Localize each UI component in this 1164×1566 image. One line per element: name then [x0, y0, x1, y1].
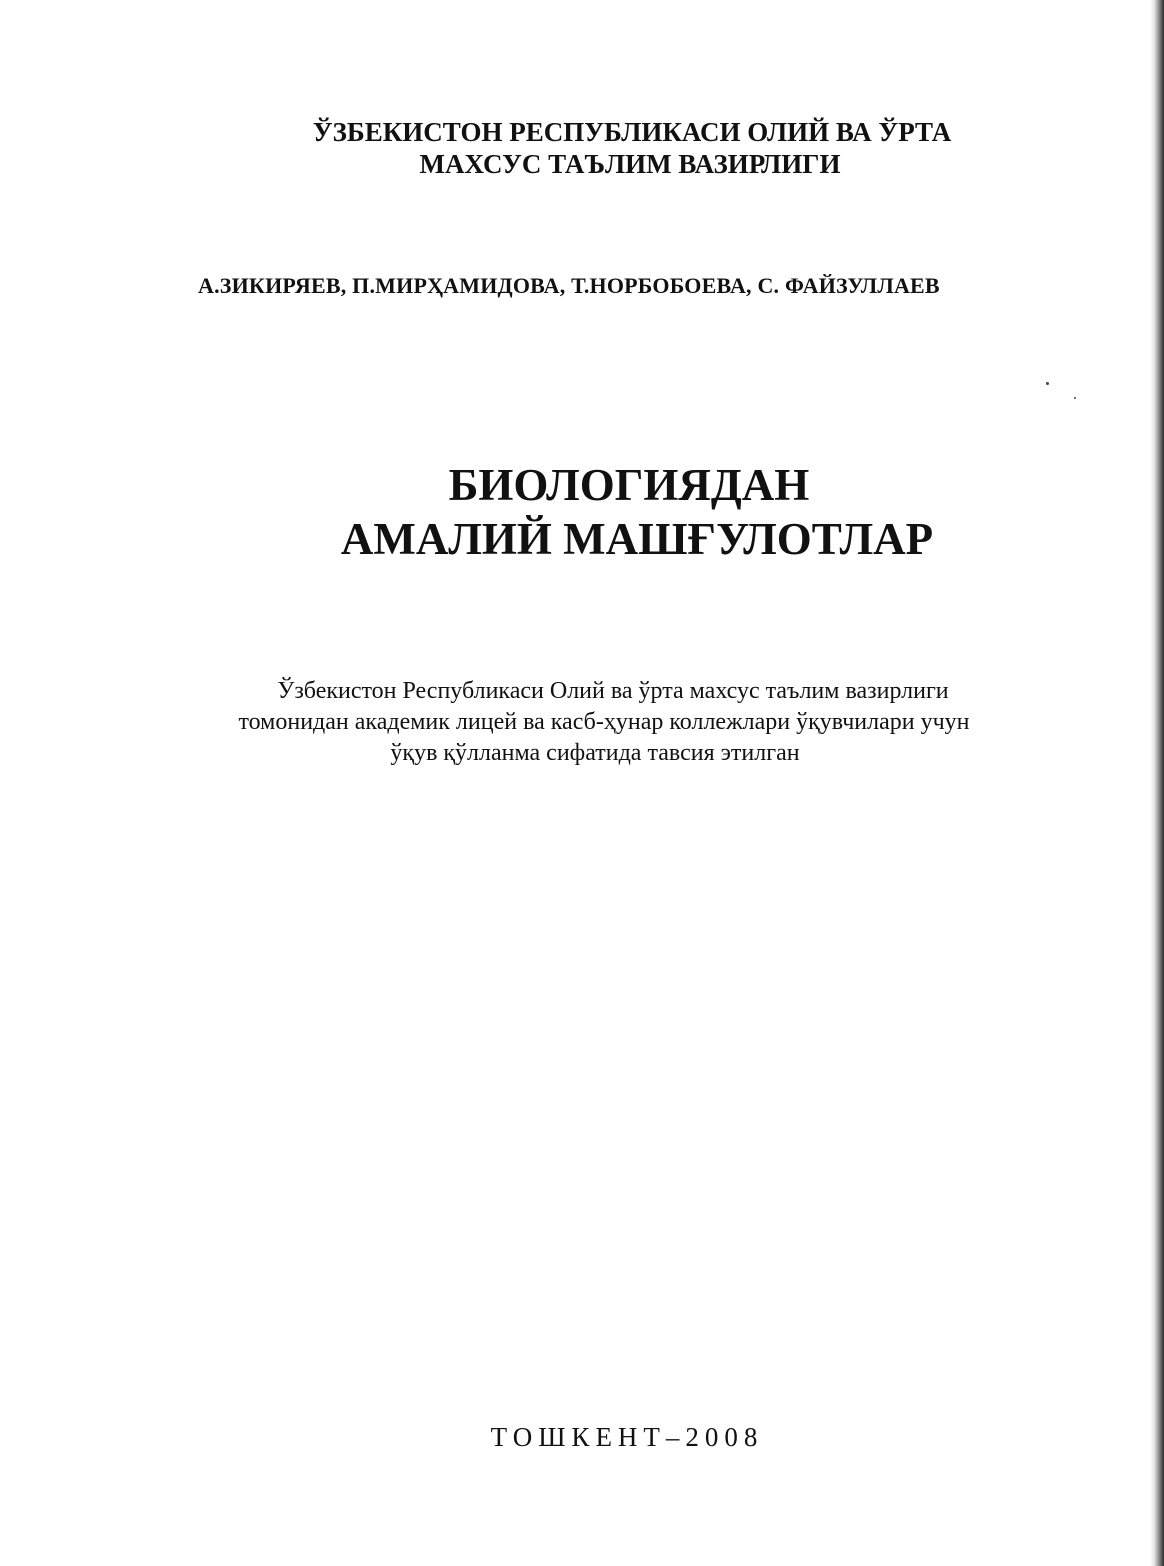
- approval-line-3: ўқув қўлланма сифатида тавсия этилган: [390, 740, 800, 766]
- approval-line-1: Ўзбекистон Республикаси Олий ва ўрта махсус таълим вазирлиги: [277, 678, 949, 704]
- authors-line: А.ЗИКИРЯЕВ, П.МИРҲАМИДОВА, Т.НОРБОБОЕВА, С. ФАЙЗУЛЛАЕВ: [198, 273, 940, 298]
- approval-line-2: томонидан академик лицей ва касб-ҳунар коллежлари ўқувчилари учун: [238, 709, 970, 735]
- book-title: [0, 458, 1164, 566]
- imprint-city-year: ТОШКЕНТ–2008: [490, 1422, 764, 1452]
- ministry-line-2: МАХСУС ТАЪЛИМ ВАЗИРЛИГИ: [419, 149, 841, 179]
- title-line-2: АМАЛИЙ МАШҒУЛОТЛАР: [340, 514, 934, 564]
- approval-statement: [0, 676, 1164, 768]
- title-line-1: БИОЛОГИЯДАН: [448, 460, 810, 510]
- ministry-line-1: ЎЗБЕКИСТОН РЕСПУБЛИКАСИ ОЛИЙ ВА ЎРТА: [312, 117, 952, 147]
- page-edge-shadow: [1150, 0, 1164, 1566]
- scan-speck: [1074, 397, 1076, 399]
- ministry-heading: [0, 116, 1164, 180]
- scan-speck: [1046, 382, 1049, 385]
